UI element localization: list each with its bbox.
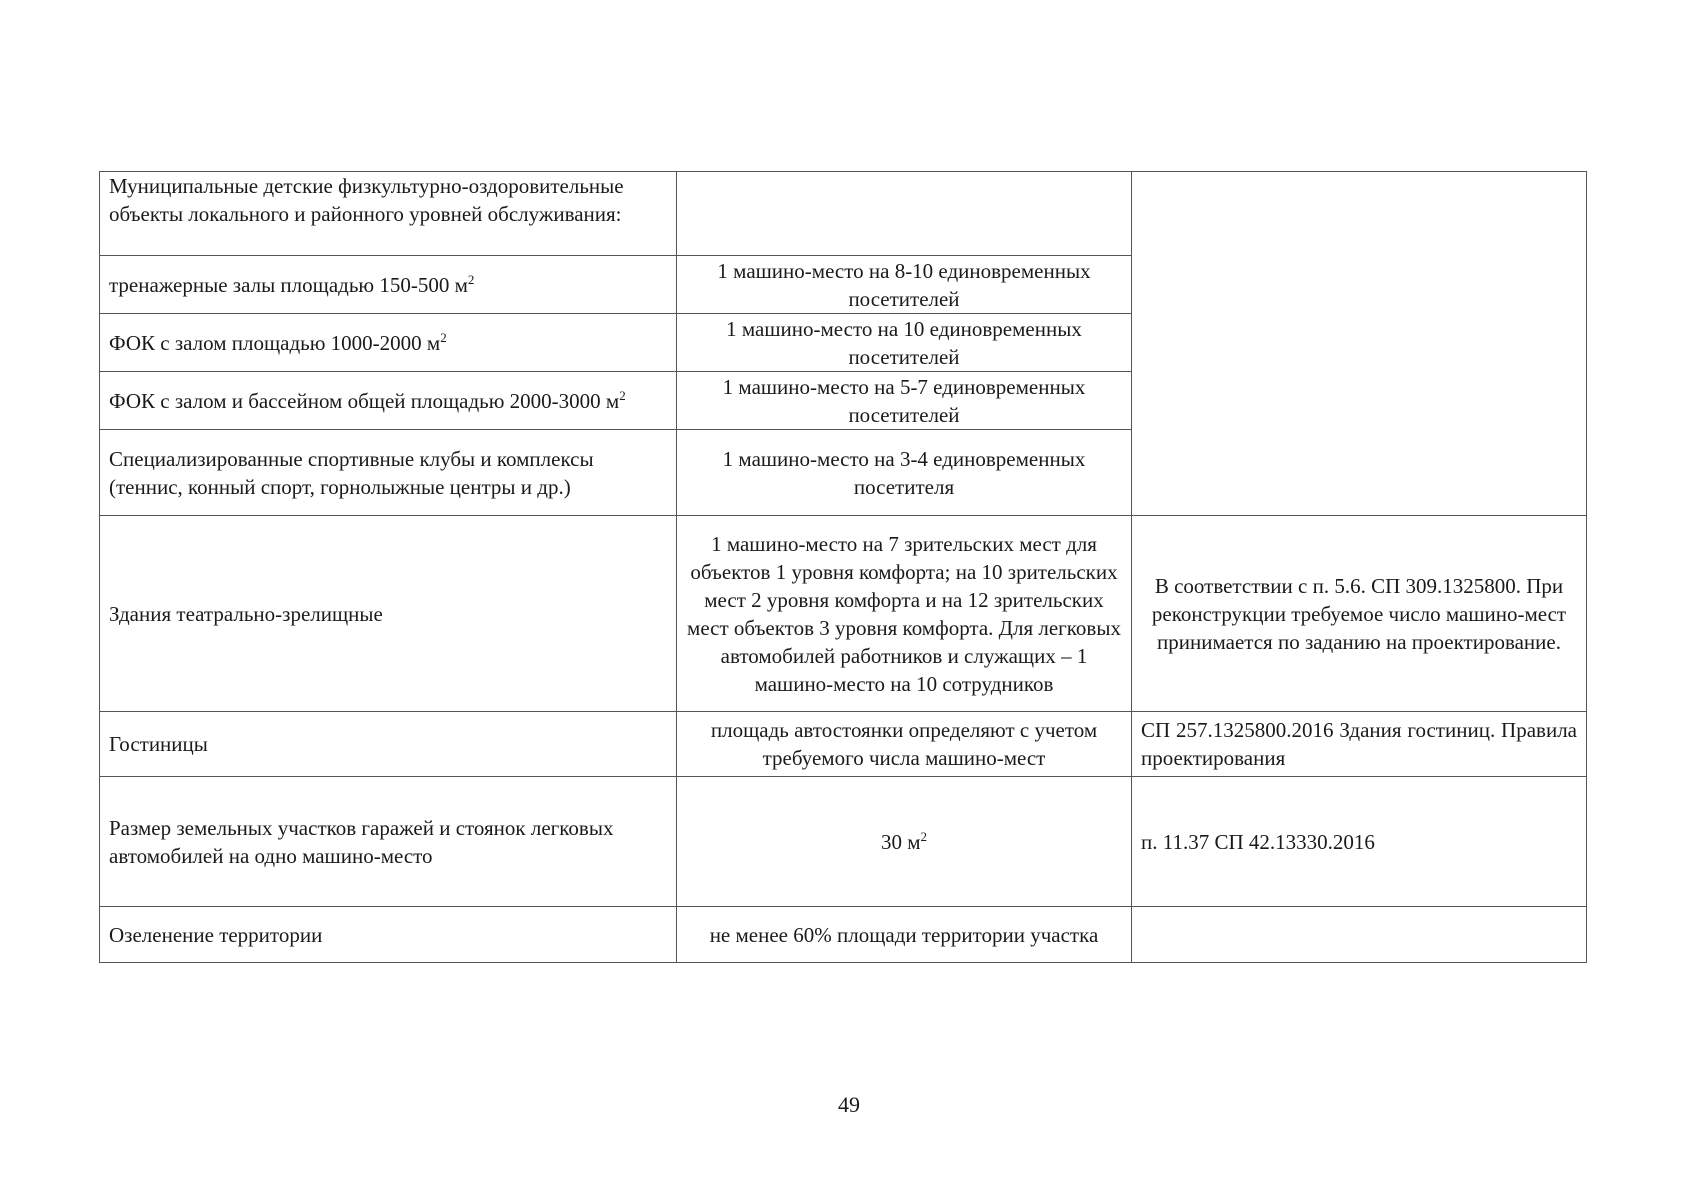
row-8-source: п. 11.37 СП 42.13330.2016 (1132, 777, 1587, 907)
row-1-object: Муниципальные детские физкультурно-оздоровительные объекты локального и районного уровней обслуживания: (100, 172, 677, 256)
row-9-source (1132, 907, 1587, 963)
table-row (100, 777, 1587, 907)
norms-table (99, 171, 1587, 963)
row-8-norm-text: 30 м (880, 829, 921, 854)
page-number: 49 (838, 1092, 860, 1117)
row-5-object: Специализированные спортивные клубы и комплексы (теннис, конный спорт, горнолыжные центры и др.) (100, 430, 677, 516)
row-7-norm: площадь автостоянки определяют с учетом требуемого числа машино-мест (677, 712, 1132, 777)
row-9-object: Озеленение территории (100, 907, 677, 963)
row-3-object (100, 314, 677, 372)
row-6-object: Здания театрально-зрелищные (100, 516, 677, 712)
row-7-source: СП 257.1325800.2016 Здания гостиниц. Правила проектирования (1132, 712, 1587, 777)
row-3-object-sup: 2 (440, 329, 447, 345)
row-5-norm: 1 машино-место на 3-4 единовременных посетителя (677, 430, 1132, 516)
row-6-norm: 1 машино-место на 7 зрительских мест для объектов 1 уровня комфорта; на 10 зрительских мест 2 уровня комфорта и на 12 зрительских мест объектов 3 уровня комфорта. Для легковых автомобилей работников и служащих – 1 машино-место на 10 сотрудников (677, 516, 1132, 712)
row-8-object: Размер земельных участков гаражей и стоянок легковых автомобилей на одно машино-место (100, 777, 677, 907)
row-2-object-text: тренажерные залы площадью 150-500 м (109, 272, 468, 297)
row-2-object-sup: 2 (467, 271, 475, 287)
table-row (100, 172, 1587, 256)
table-row (100, 907, 1587, 963)
row-4-object-text: ФОК с залом и бассейном общей площадью 2000-3000 м (109, 388, 620, 413)
row-3-norm: 1 машино-место на 10 единовременных посетителей (677, 314, 1132, 372)
row-9-norm: не менее 60% площади территории участка (677, 907, 1132, 963)
row-7-object: Гостиницы (100, 712, 677, 777)
row-6-source: В соответствии с п. 5.6. СП 309.1325800. При реконструкции требуемое число машино-мест принимается по заданию на проектирование. (1132, 516, 1587, 712)
table-row (100, 516, 1587, 712)
row-2-object (100, 256, 677, 314)
table-row (100, 712, 1587, 777)
row-1-5-source (1132, 172, 1587, 516)
row-4-object-sup: 2 (619, 387, 626, 403)
row-3-object-text: ФОК с залом площадью 1000-2000 м (109, 330, 441, 355)
row-1-norm (677, 172, 1132, 256)
row-8-norm (677, 777, 1132, 907)
row-2-norm: 1 машино-место на 8-10 единовременных посетителей (677, 256, 1132, 314)
row-8-norm-sup: 2 (920, 828, 928, 844)
row-4-object (100, 372, 677, 430)
row-4-norm: 1 машино-место на 5-7 единовременных посетителей (677, 372, 1132, 430)
